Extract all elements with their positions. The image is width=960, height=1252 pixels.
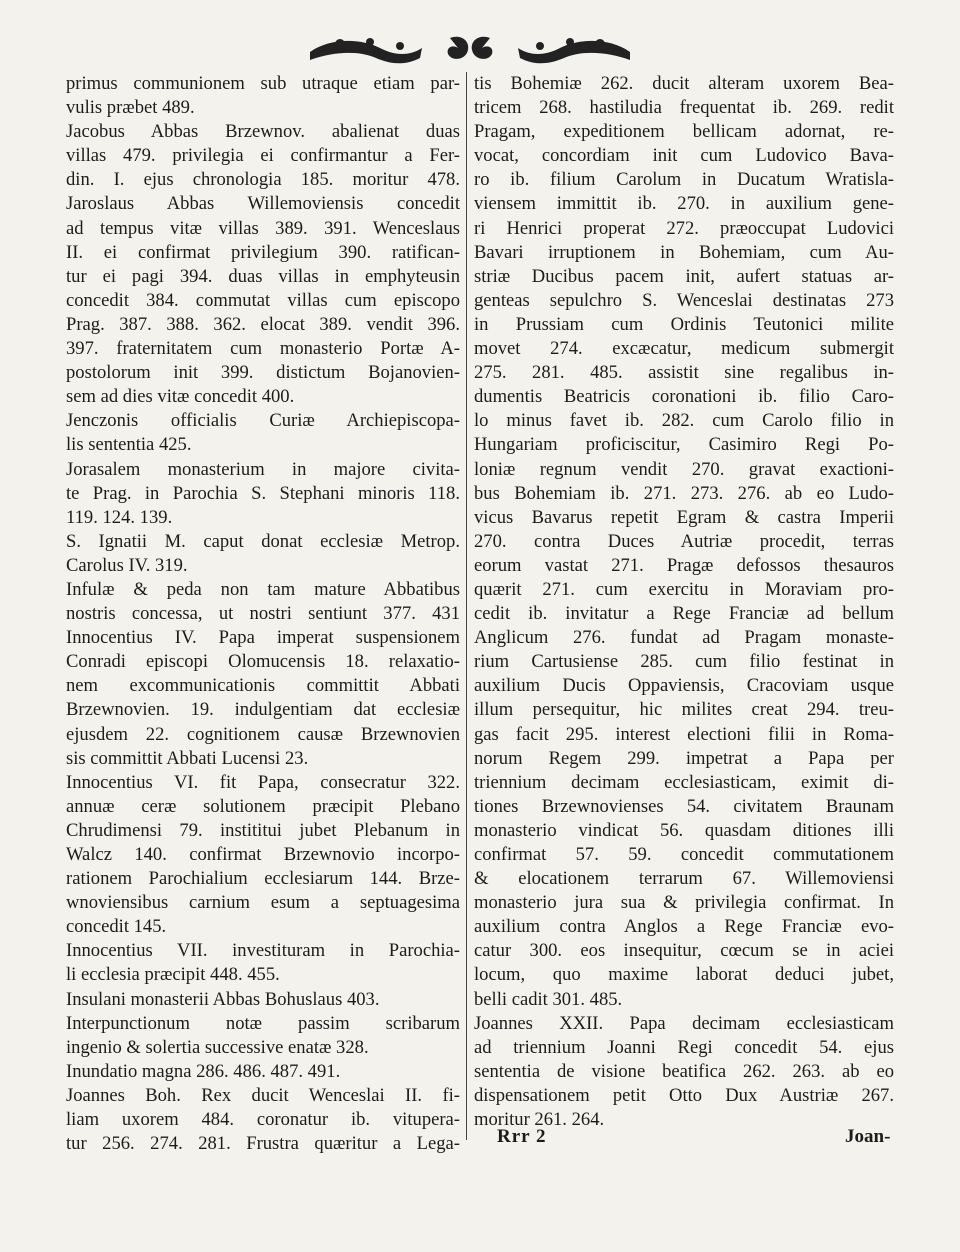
- signature-mark: Rrr 2: [497, 1126, 547, 1147]
- text-line: nostris concessa, ut nostri sentiunt 377. 431: [66, 603, 460, 625]
- text-line: genteas sepulchro S. Wenceslai destinatas 273: [474, 289, 894, 311]
- text-line: catur 300. eos insequitur, cœcum se in aciei: [474, 940, 894, 962]
- text-line: monasterio jura sua & privilegia confirmat. In: [474, 892, 894, 914]
- text-line: ri Henrici properat 272. præoccupat Ludovici: [474, 217, 894, 239]
- text-line: 397. fraternitatem cum monasterio Portæ A-: [66, 338, 460, 360]
- text-line: Prag. 387. 388. 362. elocat 389. vendit 396.: [66, 313, 460, 335]
- text-line: Bavari irruptionem in Bohemiam, cum Au-: [474, 241, 894, 263]
- text-line: Conradi episcopi Olomucensis 18. relaxatio-: [66, 651, 460, 673]
- text-line: annuæ ceræ solutionem præcipit Plebano: [66, 795, 460, 817]
- text-line: Pragam, expeditionem bellicam adornat, re-: [474, 121, 894, 143]
- column-divider: [466, 72, 467, 1140]
- text-line: 275. 281. 485. assistit sine regalibus in-: [474, 362, 894, 384]
- text-line: & elocationem terrarum 67. Willemoviensi: [474, 868, 894, 890]
- text-line: Hungariam proficiscitur, Casimiro Regi Po-: [474, 434, 894, 456]
- text-line: gas facit 295. interest electioni filii in Roma-: [474, 723, 894, 745]
- catchword: Joan-: [845, 1126, 891, 1147]
- text-line: illum persequitur, hic milites creat 294. treu-: [474, 699, 894, 721]
- text-line: moritur 261. 264.: [474, 1109, 605, 1131]
- text-line: te Prag. in Parochia S. Stephani minoris 118.: [66, 482, 460, 504]
- text-line: Insulani monasterii Abbas Bohuslaus 403.: [66, 988, 380, 1010]
- text-line: Brzewnovien. 19. indulgentiam dat ecclesiæ: [66, 699, 460, 721]
- text-line: villas 479. privilegia ei confirmantur a Fer-: [66, 145, 460, 167]
- text-line: II. ei confirmat privilegium 390. ratifican-: [66, 241, 460, 263]
- text-line: vocat, concordiam init cum Ludovico Bava-: [474, 145, 894, 167]
- text-line: Infulæ & peda non tam mature Abbatibus: [66, 578, 460, 600]
- text-line: wnoviensibus carnium esum a septuagesima: [66, 892, 460, 914]
- text-line: confirmat 57. 59. concedit commutationem: [474, 844, 894, 865]
- text-line: concedit 145.: [66, 916, 167, 938]
- text-line: Joannes XXII. Papa decimam ecclesiasticam: [474, 1012, 894, 1034]
- text-line: dispensationem petit Otto Dux Austriæ 267.: [474, 1084, 894, 1106]
- text-line: viensem immittit ib. 270. in auxilium gene-: [474, 193, 894, 215]
- text-line: concedit 384. commutat villas cum episcopo: [66, 289, 460, 311]
- text-line: sis committit Abbati Lucensi 23.: [66, 747, 309, 769]
- text-line: sententia de visione beatifica 262. 263. ab eo: [474, 1060, 894, 1082]
- text-line: locum, quo maxime laborat deduci jubet,: [474, 964, 894, 986]
- text-line: Joannes Boh. Rex ducit Wenceslai II. fi-: [66, 1084, 460, 1106]
- text-line: cedit ib. invitatur a Rege Franciæ ad bellum: [474, 603, 894, 625]
- text-line: tiones Brzewnovienses 54. civitatem Braunam: [474, 795, 894, 817]
- text-line: Jaroslaus Abbas Willemoviensis concedit: [66, 193, 460, 215]
- text-line: in Prussiam cum Ordinis Teutonici milite: [474, 313, 894, 335]
- text-line: lo minus favet ib. 282. cum Carolo filio in: [474, 410, 894, 432]
- text-line: Inundatio magna 286. 486. 487. 491.: [66, 1060, 341, 1082]
- text-line: vicus Bavarus repetit Egram & castra Imperii: [474, 506, 894, 528]
- text-line: loniæ regnum vendit 270. gravat exactioni-: [474, 458, 894, 480]
- text-line: Jacobus Abbas Brzewnov. abalienat duas: [66, 121, 460, 143]
- text-line: belli cadit 301. 485.: [474, 988, 623, 1010]
- text-line: Jorasalem monasterium in majore civita-: [66, 458, 460, 480]
- text-line: liam uxorem 484. coronatur ib. vitupera-: [66, 1109, 460, 1131]
- text-line: din. I. ejus chronologia 185. moritur 478.: [66, 169, 460, 191]
- text-line: ro ib. filium Carolum in Ducatum Wratisla-: [474, 169, 894, 191]
- text-line: triennium decimam ecclesiasticam, eximit di-: [474, 771, 894, 793]
- text-line: Jenczonis officialis Curiæ Archiepiscopa-: [66, 410, 460, 432]
- left-column: [66, 72, 460, 1156]
- text-line: eorum vastat 271. Pragæ defossos thesauros: [474, 554, 894, 576]
- text-line: sem ad dies vitæ concedit 400.: [66, 386, 295, 408]
- text-line: Carolus IV. 319.: [66, 554, 188, 576]
- text-line: Innocentius VI. fit Papa, consecratur 322.: [66, 771, 460, 793]
- text-line: tur ei pagi 394. duas villas in emphyteusin: [66, 265, 460, 287]
- text-line: ad triennium Joanni Regi concedit 54. ejus: [474, 1036, 894, 1058]
- text-line: norum Regem 299. impetrat a Papa per: [474, 747, 894, 769]
- text-line: nem excommunicationis committit Abbati: [66, 675, 460, 697]
- text-line: rium Cartusiense 285. cum filio festinat in: [474, 651, 894, 673]
- text-line: dumentis Beatricis coronationi ib. filio Caro-: [474, 386, 894, 408]
- text-line: 270. contra Duces Autriæ procedit, terras: [474, 530, 894, 552]
- text-line: Innocentius VII. investituram in Parochia-: [66, 940, 460, 962]
- text-line: vulis præbet 489.: [66, 97, 195, 119]
- text-line: auxilium Ducis Oppaviensis, Cracoviam usque: [474, 675, 894, 697]
- text-line: lis sententia 425.: [66, 434, 192, 456]
- text-line: 119. 124. 139.: [66, 506, 173, 528]
- text-line: Chrudimensi 79. instititui jubet Plebanum in: [66, 819, 460, 841]
- text-line: tricem 268. hastiludia frequentat ib. 269. redit: [474, 97, 894, 119]
- text-line: Interpunctionum notæ passim scribarum: [66, 1012, 460, 1034]
- text-line: ingenio & solertia successive enatæ 328.: [66, 1036, 369, 1058]
- text-line: li ecclesia præcipit 448. 455.: [66, 964, 280, 986]
- text-line: rationem Parochialium ecclesiarum 144. Brze-: [66, 868, 460, 890]
- text-line: bus Bohemiam ib. 271. 273. 276. ab eo Ludo-: [474, 482, 894, 504]
- head-ornament-icon: [300, 30, 640, 70]
- text-line: postolorum init 399. distictum Bojanovien-: [66, 362, 460, 384]
- text-line: quærit 271. cum exercitu in Moraviam pro-: [474, 578, 894, 600]
- text-line: auxilium contra Anglos a Rege Franciæ evo-: [474, 916, 894, 938]
- right-column: [474, 72, 894, 1132]
- text-line: tur 256. 274. 281. Frustra quæritur a Lega-: [66, 1133, 460, 1155]
- text-line: ejusdem 22. cognitionem causæ Brzewnovien: [66, 723, 460, 745]
- text-line: monasterio vindicat 56. quasdam ditiones illi: [474, 819, 894, 841]
- text-line: movet 274. excæcatur, medicum submergit: [474, 338, 894, 360]
- text-line: Anglicum 276. fundat ad Pragam monaste-: [474, 627, 894, 649]
- text-line: striæ Ducibus pacem init, aufert statuas ar-: [474, 265, 894, 287]
- text-line: primus communionem sub utraque etiam par-: [66, 73, 460, 94]
- text-line: Walcz 140. confirmat Brzewnovio incorpo-: [66, 844, 460, 865]
- text-line: Innocentius IV. Papa imperat suspensionem: [66, 627, 460, 649]
- text-line: ad tempus vitæ villas 389. 391. Wenceslaus: [66, 217, 460, 239]
- text-line: tis Bohemiæ 262. ducit alteram uxorem Bea-: [474, 73, 894, 94]
- text-line: S. Ignatii M. caput donat ecclesiæ Metrop.: [66, 530, 460, 552]
